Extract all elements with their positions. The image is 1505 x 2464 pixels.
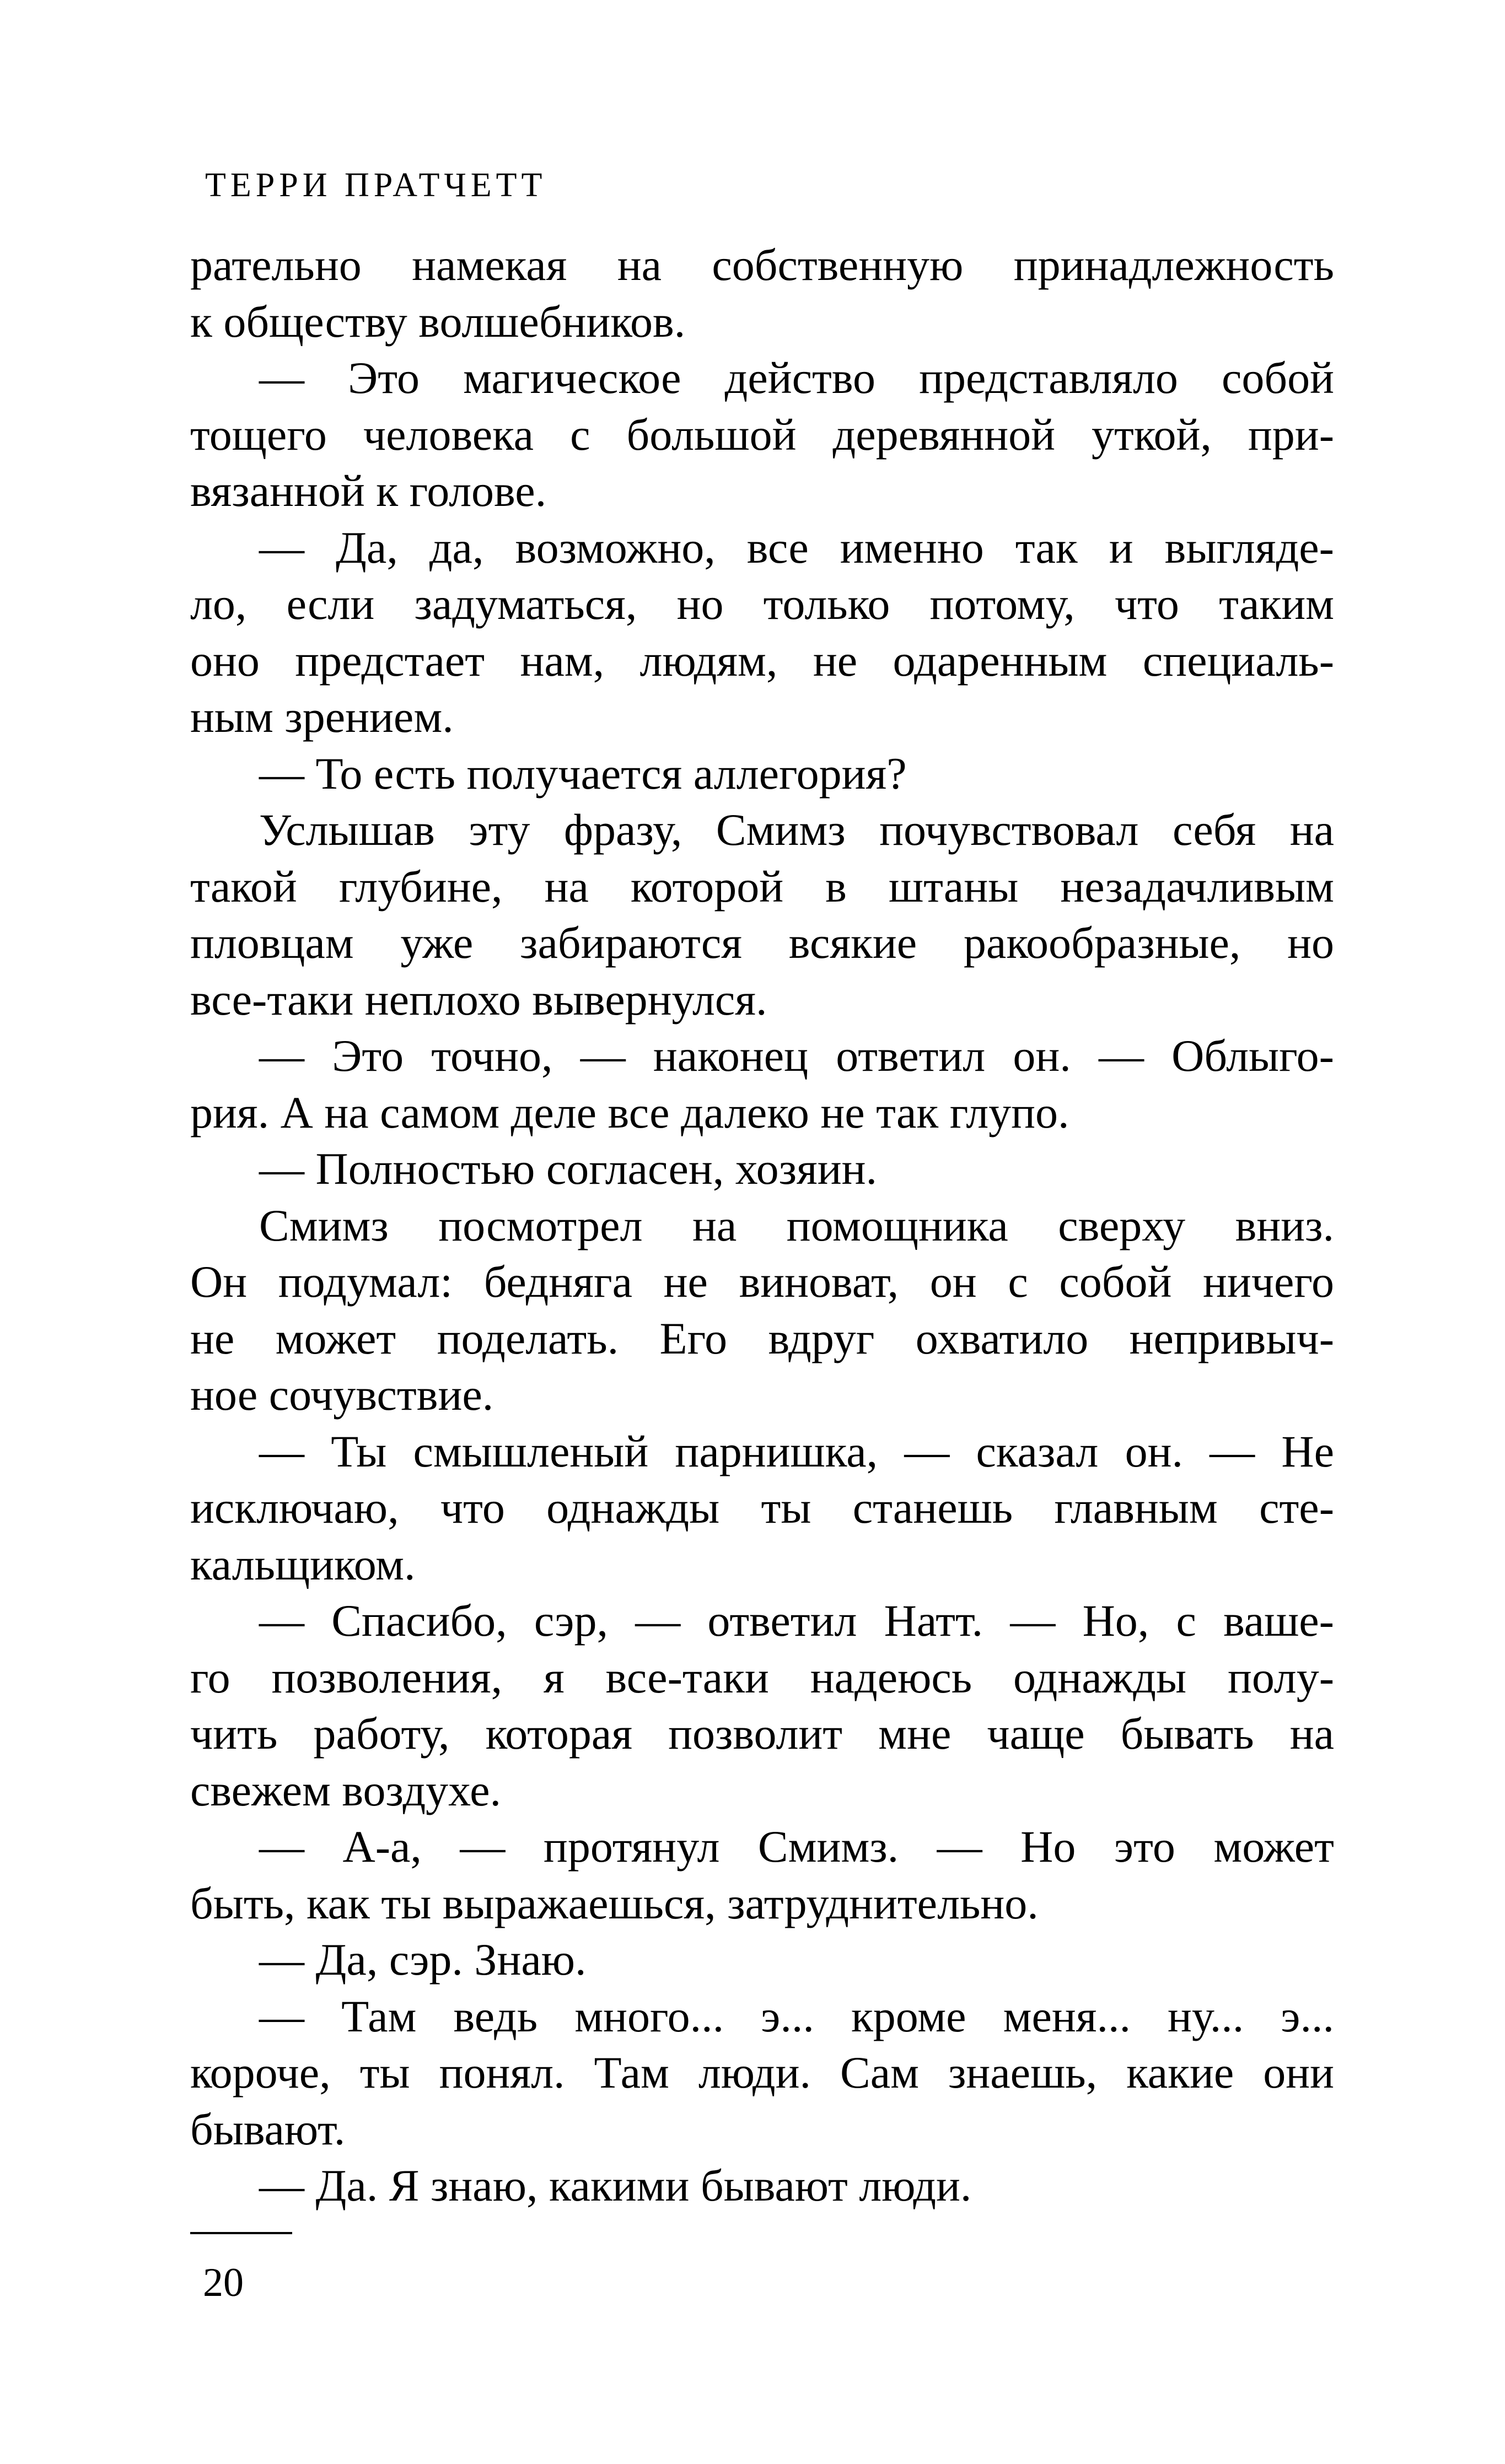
text-line: исключаю, что однажды ты станешь главным сте- xyxy=(190,1482,1334,1533)
text-line: Услышав эту фразу, Смимз почувствовал себя на xyxy=(259,805,1334,855)
text-line: свежем воздухе. xyxy=(190,1765,502,1815)
text-line: ное сочувствие. xyxy=(190,1370,494,1420)
text-line: — Это точно, — наконец ответил он. — Облыго- xyxy=(259,1031,1334,1081)
text-line: — Там ведь много... э... кроме меня... ну... э... xyxy=(259,1991,1334,2041)
text-line: бывают. xyxy=(190,2104,346,2154)
body-text xyxy=(190,237,1334,2214)
text-line: пловцам уже забираются всякие ракообразные, но xyxy=(190,918,1334,968)
text-line: Смимз посмотрел на помощника сверху вниз. xyxy=(259,1200,1334,1250)
footer-rule xyxy=(190,2232,292,2234)
text-line: короче, ты понял. Там люди. Сам знаешь, какие они xyxy=(190,2047,1334,2098)
text-line: го позволения, я все-таки надеюсь однажды полу- xyxy=(190,1652,1334,1702)
text-line: не может поделать. Его вдруг охватило непривыч- xyxy=(190,1313,1334,1363)
text-line: — Да. Я знаю, какими бывают люди. xyxy=(259,2160,972,2210)
text-line: оно предстает нам, людям, не одаренным специаль- xyxy=(190,635,1334,686)
text-line: рательно намекая на собственную принадлежность xyxy=(190,240,1334,290)
text-line: рия. А на самом деле все далеко не так глупо. xyxy=(190,1087,1069,1137)
text-line: Он подумал: бедняга не виноват, он с собой ничего xyxy=(190,1257,1334,1307)
text-line: к обществу волшебников. xyxy=(190,296,686,347)
text-line: — Да, сэр. Знаю. xyxy=(259,1934,587,1985)
running-head: ТЕРРИ ПРАТЧЕТТ xyxy=(205,166,547,204)
text-line: все-таки неплохо вывернулся. xyxy=(190,974,767,1025)
text-line: — Спасибо, сэр, — ответил Натт. — Но, с ваше- xyxy=(259,1595,1334,1646)
page-number: 20 xyxy=(203,2260,244,2305)
text-line: вязанной к голове. xyxy=(190,466,547,516)
text-line: — Да, да, возможно, все именно так и выгляде- xyxy=(259,522,1334,573)
text-line: — Это магическое действо представляло собой xyxy=(259,353,1334,403)
text-line: ным зрением. xyxy=(190,692,454,742)
text-line: быть, как ты выражаешься, затруднительно. xyxy=(190,1878,1039,1928)
text-line: тощего человека с большой деревянной уткой, при- xyxy=(190,409,1334,460)
text-line: — Полностью согласен, хозяин. xyxy=(259,1144,877,1194)
text-line: чить работу, которая позволит мне чаще бывать на xyxy=(190,1708,1334,1759)
text-line: — А-а, — протянул Смимз. — Но это может xyxy=(259,1821,1334,1872)
text-line: ло, если задуматься, но только потому, что таким xyxy=(190,579,1334,629)
text-line: кальщиком. xyxy=(190,1539,416,1589)
text-line: такой глубине, на которой в штаны незадачливым xyxy=(190,861,1334,912)
text-line: — То есть получается аллегория? xyxy=(259,748,907,799)
text-line: — Ты смышленый парнишка, — сказал он. — Не xyxy=(259,1426,1334,1476)
